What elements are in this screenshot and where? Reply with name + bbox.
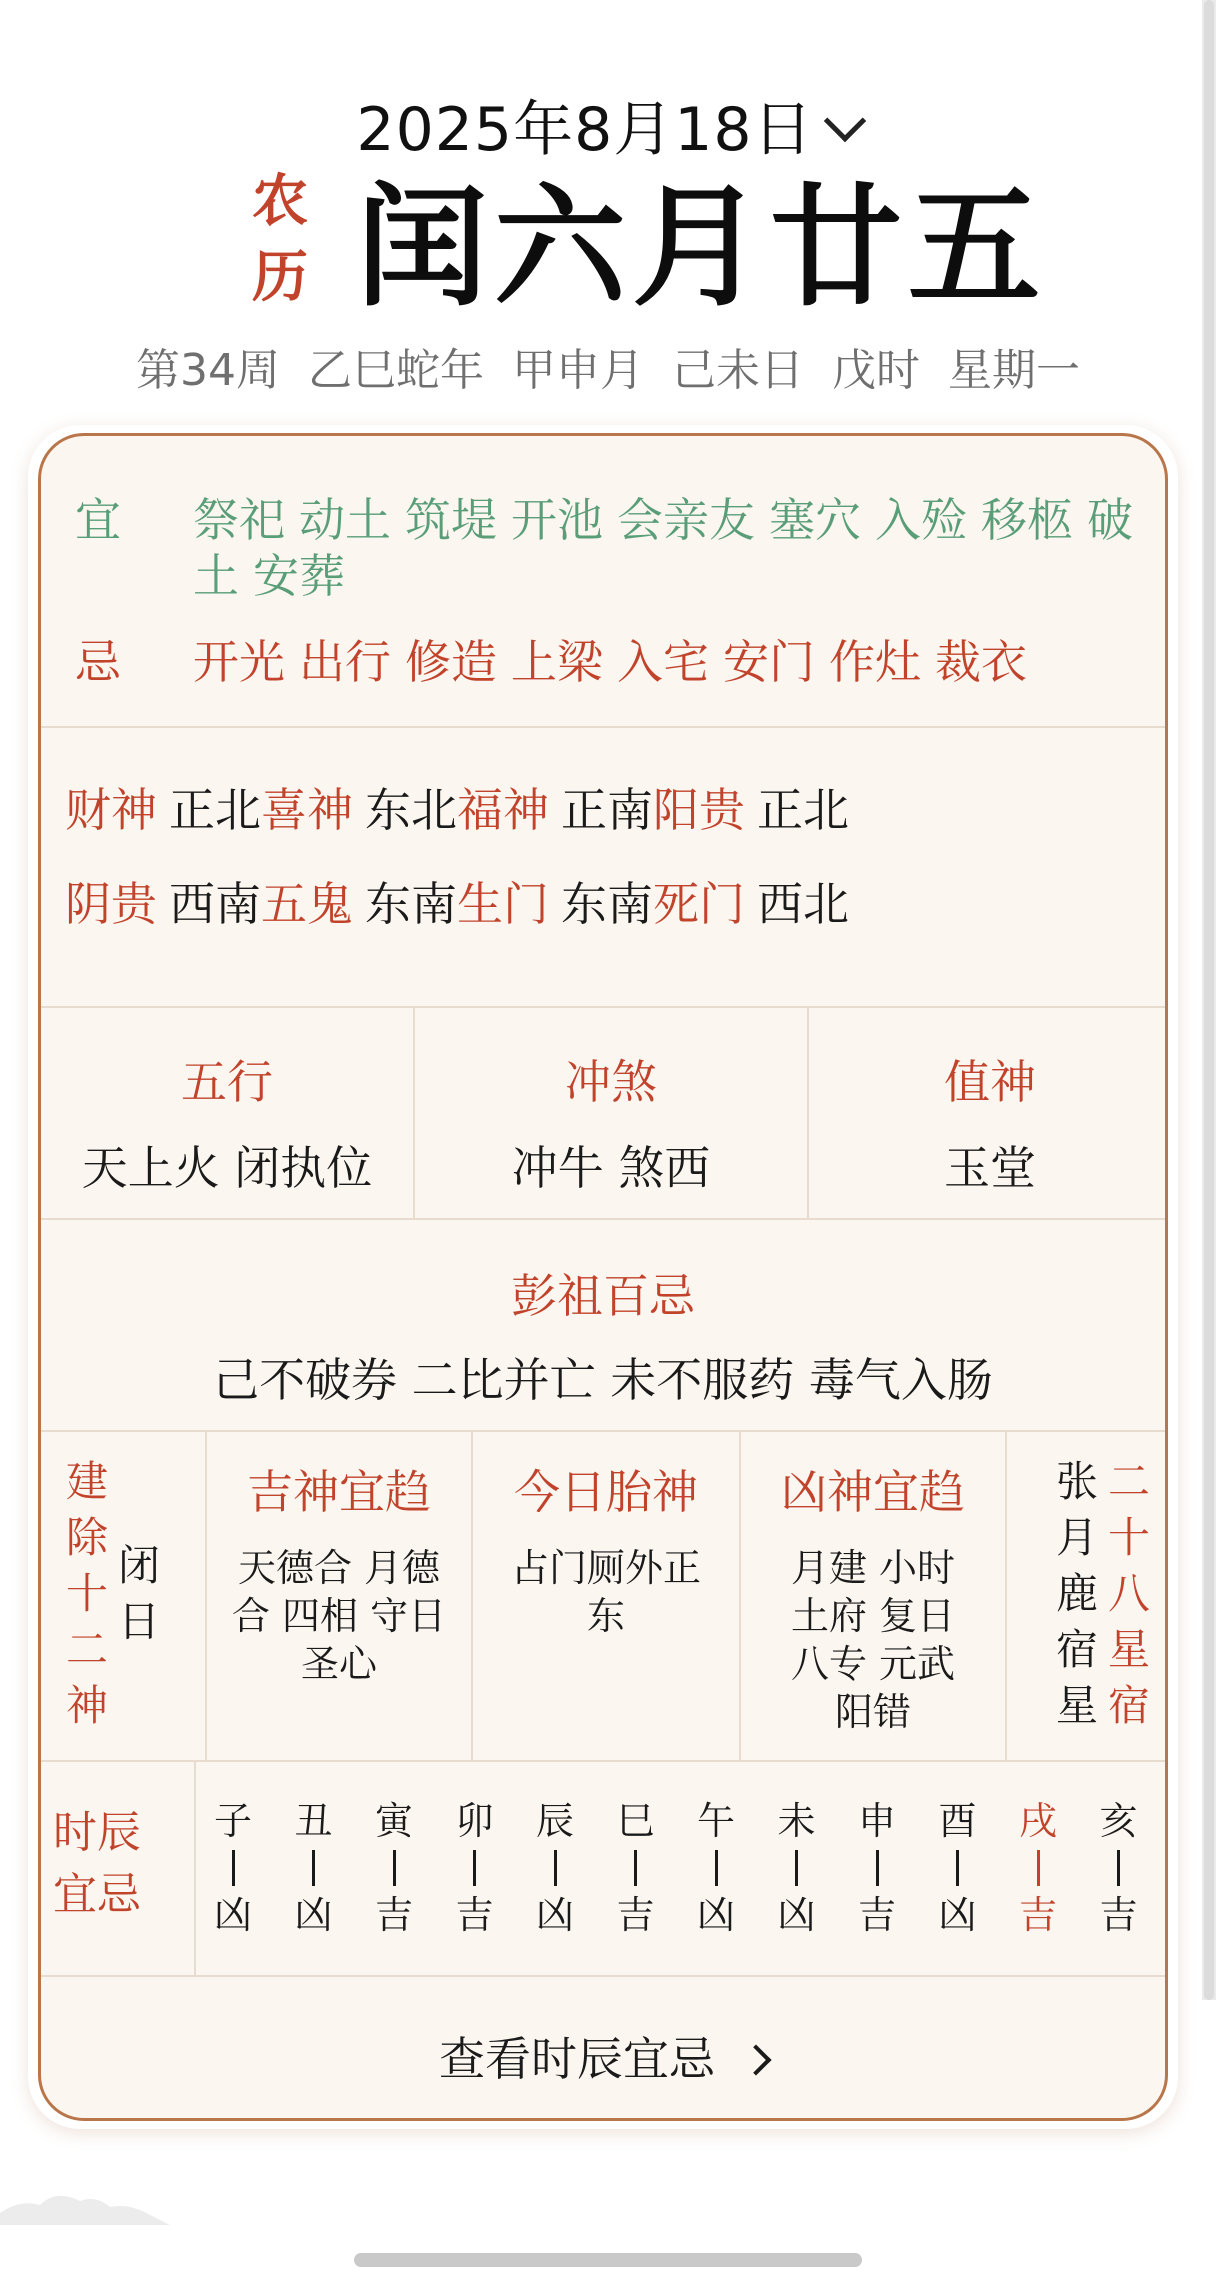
item: 祭祀 [193, 493, 285, 547]
item: 上梁 [511, 635, 603, 689]
hour-branch: 卯 [455, 1799, 494, 1843]
yi-label: 宜 [75, 493, 121, 547]
hour-luck: 凶 [777, 1893, 816, 1937]
hour-branch: 丑 [294, 1799, 333, 1843]
hour-luck: 凶 [294, 1893, 333, 1937]
divider [194, 1762, 196, 1975]
home-indicator[interactable] [354, 2253, 862, 2267]
hour-bar [1037, 1850, 1040, 1886]
hour-branch: 酉 [938, 1799, 977, 1843]
hour-bar [554, 1850, 557, 1886]
hour-branch: 辰 [535, 1799, 574, 1843]
god-direction-value: 西南 [169, 877, 261, 931]
god-direction-value: 东南 [561, 877, 653, 931]
hour-branch: 午 [696, 1799, 735, 1843]
item: 裁衣 [935, 635, 1027, 689]
chongsha-cell [415, 1008, 807, 1220]
hour-item[interactable] [1091, 1798, 1147, 1938]
god-direction [261, 868, 457, 934]
hour-branch: 申 [857, 1799, 896, 1843]
lunar-date-row [0, 160, 1216, 330]
item: 安葬 [253, 549, 345, 603]
god-direction-value: 正北 [757, 783, 849, 837]
direction-gods [41, 728, 1165, 1008]
item: 开光 [193, 635, 285, 689]
hour-item[interactable] [1010, 1798, 1066, 1938]
god-direction [261, 774, 457, 840]
wuxing-cell [41, 1008, 413, 1220]
lunar-tag: 农 历 [252, 169, 308, 310]
hour-branch: 亥 [1099, 1799, 1138, 1843]
hour-bar [956, 1850, 959, 1886]
item: 移柩 [981, 493, 1073, 547]
item: 筑堤 [405, 493, 497, 547]
hour-luck: 凶 [696, 1893, 735, 1937]
ji-items [193, 634, 1153, 690]
ji-label: 忌 [75, 635, 121, 689]
god-name: 死门 [653, 877, 745, 931]
lunar-date: 闰六月廿五 [356, 171, 1046, 325]
jishen-title: 吉神宜趋 [247, 1465, 431, 1519]
hour-bar [393, 1850, 396, 1886]
chevron-right-icon [740, 2044, 771, 2075]
item: 会亲友 [617, 493, 755, 547]
item: 出行 [299, 635, 391, 689]
hour-luck: 吉 [616, 1893, 655, 1937]
hour-bar [634, 1850, 637, 1886]
god-name: 喜神 [261, 783, 353, 837]
god-name: 生门 [457, 877, 549, 931]
jianchu-value: 闭 日 [117, 1541, 160, 1646]
xingxiu-label: 二 十 八 星 宿 [1107, 1457, 1150, 1730]
taishen-title: 今日胎神 [514, 1465, 698, 1519]
hour-bar [876, 1850, 879, 1886]
date-info-line: 第34周 乙巳蛇年 甲申月 己未日 戊时 星期一 [136, 345, 1080, 396]
hour-branch: 寅 [374, 1799, 413, 1843]
pengzu-value: 己不破券 二比并亡 未不服药 毒气入肠 [213, 1353, 993, 1407]
item: 作灶 [829, 635, 921, 689]
pengzu-section [41, 1220, 1165, 1432]
zhishen-title: 值神 [944, 1055, 1036, 1109]
hour-item[interactable] [366, 1798, 422, 1938]
item: 开池 [511, 493, 603, 547]
hour-branch: 巳 [616, 1799, 655, 1843]
pengzu-title: 彭祖百忌 [511, 1269, 695, 1323]
god-direction [653, 868, 849, 934]
item: 入殓 [875, 493, 967, 547]
hour-item[interactable] [205, 1798, 261, 1938]
hour-item[interactable] [527, 1798, 583, 1938]
xingxiu-value: 张 月 鹿 宿 星 [1055, 1457, 1098, 1730]
item: 破土 [193, 493, 1133, 603]
item: 塞穴 [769, 493, 861, 547]
gods-detail-section [41, 1432, 1165, 1762]
god-direction [457, 868, 653, 934]
wuxing-title: 五行 [181, 1055, 273, 1109]
hour-luck: 吉 [1099, 1893, 1138, 1937]
hours-label: 时辰 宜忌 [53, 1807, 141, 1920]
god-direction-value: 西北 [757, 877, 849, 931]
yi-items [193, 492, 1153, 604]
hour-item[interactable] [608, 1798, 664, 1938]
zhishen-value: 玉堂 [944, 1141, 1036, 1195]
hour-luck: 吉 [455, 1893, 494, 1937]
zhishen-cell [809, 1008, 1168, 1220]
hour-item[interactable] [769, 1798, 825, 1938]
hour-item[interactable] [286, 1798, 342, 1938]
god-direction [65, 774, 261, 840]
divider [1005, 1432, 1007, 1760]
view-hours-button[interactable] [41, 1977, 1165, 2121]
hour-bar [232, 1850, 235, 1886]
item: 修造 [405, 635, 497, 689]
chevron-down-icon [823, 100, 865, 142]
god-direction [65, 868, 261, 934]
god-direction-value: 正南 [561, 783, 653, 837]
chongsha-value: 冲牛 煞西 [511, 1141, 711, 1195]
hour-luck: 吉 [857, 1893, 896, 1937]
xiongshen-value: 月建 小时土府 复日八专 元武阳错 [790, 1546, 956, 1734]
hours-section [41, 1762, 1165, 1977]
hour-luck: 吉 [1018, 1893, 1057, 1937]
god-name: 阴贵 [65, 877, 157, 931]
xiongshen-cell [741, 1432, 1005, 1762]
god-direction-value: 东南 [365, 877, 457, 931]
hour-luck: 吉 [374, 1893, 413, 1937]
jishen-cell [207, 1432, 471, 1762]
date-label: 2025年8月18日 [356, 95, 814, 165]
god-direction-value: 正北 [169, 783, 261, 837]
item: 安门 [723, 635, 815, 689]
jishen-value: 天德合 月德合 四相 守日 圣心 [231, 1546, 447, 1686]
god-direction-value: 东北 [365, 783, 457, 837]
hour-bar [473, 1850, 476, 1886]
hour-branch: 戌 [1018, 1799, 1057, 1843]
god-name: 财神 [65, 783, 157, 837]
chongsha-title: 冲煞 [565, 1055, 657, 1109]
god-name: 福神 [457, 783, 549, 837]
hour-bar [312, 1850, 315, 1886]
god-name: 五鬼 [261, 877, 353, 931]
taishen-cell [473, 1432, 739, 1762]
hour-item[interactable] [849, 1798, 905, 1938]
cloud-decoration [0, 2185, 170, 2225]
hour-item[interactable] [447, 1798, 503, 1938]
hour-luck: 凶 [213, 1893, 252, 1937]
xiongshen-title: 凶神宜趋 [781, 1465, 965, 1519]
item: 动土 [299, 493, 391, 547]
jianchu-label: 建 除 十 二 神 [65, 1457, 108, 1730]
wuxing-value: 天上火 闭执位 [81, 1141, 373, 1195]
hour-luck: 凶 [938, 1893, 977, 1937]
hour-bar [715, 1850, 718, 1886]
hour-bar [795, 1850, 798, 1886]
almanac-card [38, 433, 1168, 2121]
date-picker[interactable] [0, 82, 1216, 168]
hour-luck: 凶 [535, 1893, 574, 1937]
hour-item[interactable] [930, 1798, 986, 1938]
wuxing-chongsha-zhishen [41, 1008, 1165, 1220]
hour-branch: 子 [213, 1799, 252, 1843]
view-hours-label: 查看时辰宜忌 [439, 2032, 715, 2086]
god-direction [653, 774, 849, 840]
yi-ji-section [41, 436, 1165, 728]
taishen-value: 占门厕外正东 [510, 1546, 701, 1638]
god-direction [457, 774, 653, 840]
god-name: 阳贵 [653, 783, 745, 837]
hour-item[interactable] [688, 1798, 744, 1938]
hour-bar [1117, 1850, 1120, 1886]
item: 入宅 [617, 635, 709, 689]
hour-branch: 未 [777, 1799, 816, 1843]
